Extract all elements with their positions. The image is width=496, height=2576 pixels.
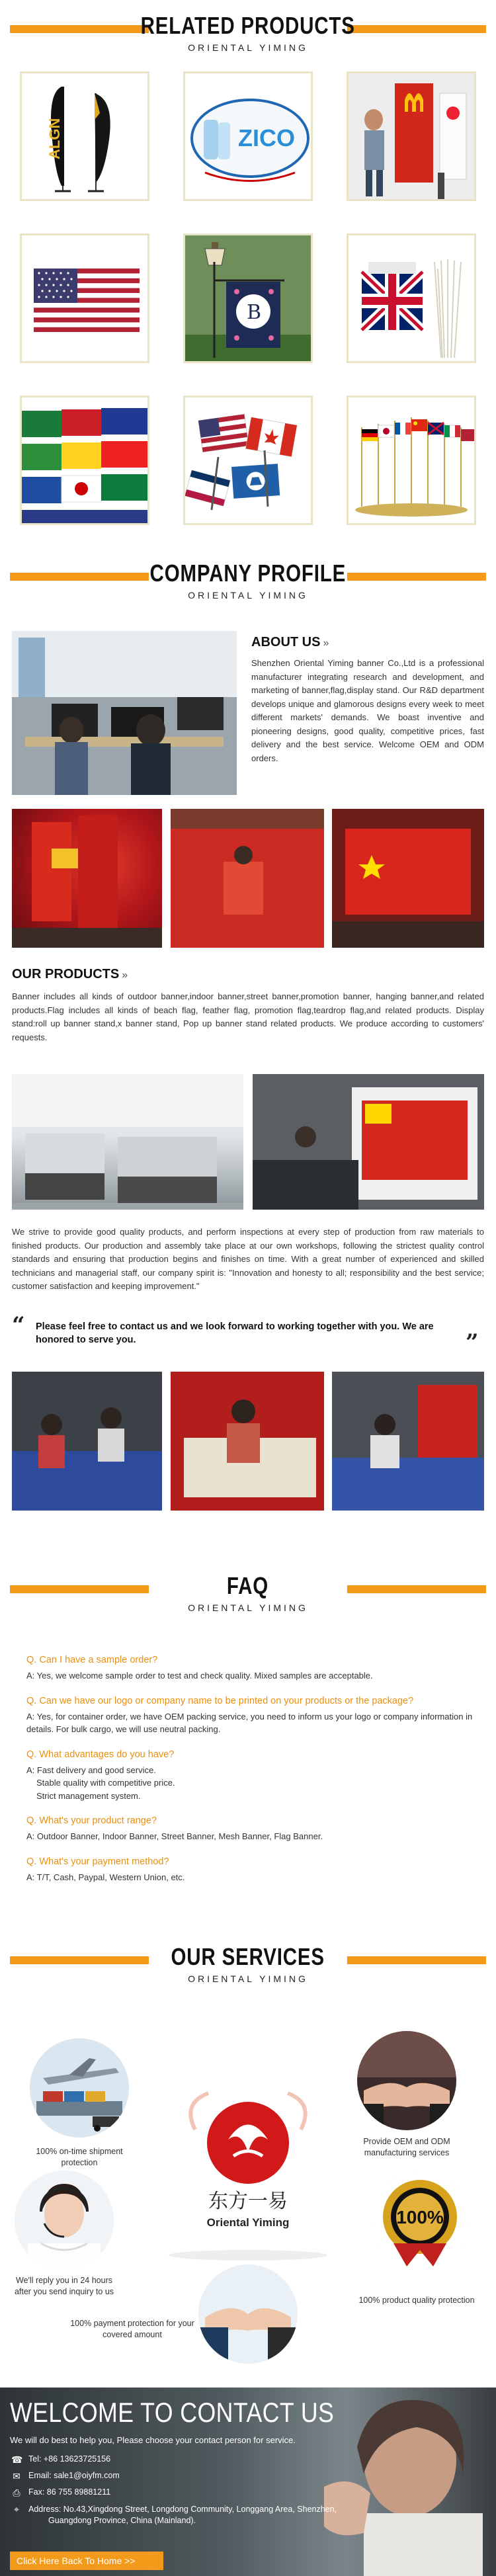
- product-card-desk-flags[interactable]: [347, 395, 476, 525]
- header-bar-right: [347, 573, 486, 581]
- arrow-icon: »: [122, 970, 128, 981]
- section-subtitle: ORIENTAL YIMING: [188, 590, 308, 601]
- section-title: OUR SERVICES: [171, 1943, 325, 1970]
- section-title: FAQ: [227, 1572, 269, 1599]
- faq-question: Q. Can I have a sample order?: [26, 1655, 158, 1665]
- factory-photo-1: [12, 809, 162, 948]
- header-bar-left: [10, 25, 149, 33]
- faq-answer: A: T/T, Cash, Paypal, Western Union, etc.: [26, 1872, 185, 1882]
- faq-question: Q. What advantages do you have?: [26, 1749, 175, 1760]
- section-title: COMPANY PROFILE: [149, 560, 347, 587]
- product-card-mcdonalds-banner[interactable]: [347, 71, 476, 201]
- header-bar-left: [10, 573, 149, 581]
- factory-photo-3: [332, 809, 484, 948]
- faq-answer: A: Outdoor Banner, Indoor Banner, Street Banner, Mesh Banner, Flag Banner.: [26, 1831, 323, 1841]
- fax-icon: ⎙: [13, 2487, 21, 2498]
- product-card-car-flags[interactable]: [183, 395, 313, 525]
- product-card-garden-flag[interactable]: [183, 233, 313, 363]
- section-subtitle: ORIENTAL YIMING: [188, 1974, 308, 1984]
- quality-text: We strive to provide good quality products, and perform inspections at every step of production from raw materials to finished products. Our production and assembly take place at our own workshops, following the strictest quality control standards and ensuring that production begins and finishes on time. With a great number of experienced and skilled technicians and managerial staff, our company spirit is: "Innovation and honesty to all; responsibility and the best service; customer satisfaction and keeping improvement.": [12, 1227, 484, 1291]
- related-products-grid: [20, 71, 476, 495]
- svg-text:ZICO: ZICO: [238, 124, 295, 151]
- workers-photo-1: [12, 1372, 162, 1511]
- roll-up-banner-image: [349, 73, 476, 201]
- workshop-photo-2: [253, 1074, 484, 1210]
- address-value: Address: No.43,Xingdong Street, Longdong Community, Longgang Area, Shenzhen, Guangdong Province, China (Mainland).: [28, 2505, 337, 2525]
- our-products-heading: OUR PRODUCTS »: [12, 967, 128, 981]
- handshake-icon: [357, 2031, 456, 2130]
- desk-flags-image: [349, 397, 476, 525]
- about-us-heading: ABOUT US »: [251, 635, 329, 649]
- faq-question: Q. What's your payment method?: [26, 1856, 169, 1867]
- faq-list: [26, 1655, 476, 1884]
- contact-email-row: [11, 2471, 120, 2482]
- product-card-hand-flags[interactable]: [347, 233, 476, 363]
- header-bar-right: [347, 1585, 486, 1593]
- popup-banner-image: [185, 73, 313, 201]
- about-us-text: Shenzhen Oriental Yiming banner Co.,Ltd is a professional manufacturer integrating research and development, and marketing of banner,flag,display stand. Our R&D department develops unique and glamorous designs every week to meet different markets' demands. We boast inventive and pioneering designs, good quality, competitive prices, fast delivery and the best service. Welcome OEM and ODM orders.: [251, 658, 484, 763]
- customer-service-icon: [15, 2171, 114, 2270]
- contact-fax-row: [11, 2487, 110, 2499]
- faq-item: [26, 1856, 476, 1884]
- back-to-home-button[interactable]: Click Here Back To Home >>: [10, 2552, 163, 2570]
- quote-close-icon: ”: [466, 1329, 479, 1356]
- company-profile-header: [0, 560, 496, 601]
- car-flags-image: [185, 397, 313, 525]
- header-bar-left: [10, 1956, 149, 1964]
- feather-flag-image: [22, 73, 149, 201]
- workers-photo-3: [332, 1372, 484, 1511]
- workers-photo-2: [171, 1372, 324, 1511]
- product-card-usa-flag[interactable]: [20, 233, 149, 363]
- section-subtitle: ORIENTAL YIMING: [188, 42, 308, 53]
- location-pin-icon: ⌖: [14, 2504, 19, 2514]
- svg-text:Oriental Yiming: Oriental Yiming: [206, 2216, 290, 2229]
- usa-flag-image: [22, 235, 149, 363]
- faq-item: [26, 1749, 476, 1803]
- svg-text:东方一易: 东方一易: [208, 2190, 288, 2213]
- service-label-quality: 100% product quality protection: [358, 2296, 475, 2305]
- service-label-payment: 100% payment protection for your covered amount: [70, 2319, 194, 2339]
- svg-text:ALGN: ALGN: [46, 118, 63, 159]
- section-title: RELATED PRODUCTS: [140, 12, 356, 39]
- faq-item: [26, 1815, 476, 1843]
- string-flags-image: [22, 397, 149, 525]
- tel-link[interactable]: Tel: +86 13623725156: [28, 2454, 111, 2464]
- product-card-feather-flag[interactable]: [20, 71, 149, 201]
- header-bar-right: [347, 25, 486, 33]
- payment-handshake-icon: [198, 2264, 298, 2364]
- service-label-oem: Provide OEM and ODM manufacturing services: [363, 2137, 450, 2157]
- workshop-photo-1: [12, 1074, 243, 1210]
- header-bar-right: [347, 1956, 486, 1964]
- faq-question: Q. What's your product range?: [26, 1815, 157, 1826]
- product-card-string-flags[interactable]: [20, 395, 149, 525]
- related-products-header: [0, 12, 496, 53]
- faq-item: [26, 1696, 476, 1736]
- section-subtitle: ORIENTAL YIMING: [188, 1602, 308, 1613]
- arrow-icon: »: [323, 638, 329, 649]
- contact-section: [0, 2388, 496, 2576]
- email-icon: ✉: [13, 2471, 21, 2481]
- services-header: [0, 1943, 496, 1984]
- faq-answer: A: Fast delivery and good service. Stable quality with competitive price. Strict management system.: [26, 1765, 175, 1801]
- faq-header: [0, 1572, 496, 1613]
- fax-value: Fax: 86 755 89881211: [28, 2487, 111, 2497]
- contact-address-row: [11, 2504, 337, 2526]
- service-label-reply: We'll reply you in 24 hours after you send inquiry to us: [14, 2276, 114, 2296]
- quote-open-icon: “: [12, 1312, 25, 1339]
- service-label-shipment: 100% on-time shipment protection: [36, 2147, 123, 2167]
- factory-photo-2: [171, 809, 324, 948]
- contact-lead: We will do best to help you, Please choose your contact person for service.: [10, 2435, 296, 2445]
- faq-answer: A: Yes, we welcome sample order to test and check quality. Mixed samples are acceptable.: [26, 1671, 373, 1681]
- contact-quote: Please feel free to contact us and we look forward to working together with you. We are honored to serve you.: [36, 1321, 434, 1345]
- contact-tel-row: [11, 2454, 110, 2466]
- phone-icon: ☎: [11, 2454, 23, 2465]
- faq-item: [26, 1655, 476, 1683]
- faq-question: Q. Can we have our logo or company name to be printed on your products or the package?: [26, 1695, 414, 1706]
- product-card-popup-banner[interactable]: [183, 71, 313, 201]
- shipment-icon: [30, 2038, 129, 2138]
- company-logo: [155, 2090, 341, 2262]
- hand-flags-image: [349, 235, 476, 363]
- faq-answer: A: Yes, for container order, we have OEM packing service, you need to inform us your logo or company information in details. For bulk cargo, we will use neutral packing.: [26, 1711, 473, 1734]
- office-photo: [12, 631, 237, 795]
- quality-badge-icon: [370, 2171, 470, 2270]
- svg-text:100%: 100%: [396, 2207, 444, 2227]
- svg-text:B: B: [247, 301, 262, 324]
- garden-flag-image: [185, 235, 313, 363]
- header-bar-left: [10, 1585, 149, 1593]
- email-link[interactable]: Email: sale1@oiyfm.com: [28, 2471, 120, 2480]
- our-products-text: Banner includes all kinds of outdoor banner,indoor banner,street banner,promotion banner, hanging banner,and related products.Flag includes all kinds of beach flag, feather flag, promotion flag,teardrop flag,and related products. Display stand:roll up banner stand,x banner stand, Pop up banner stand related products. We produce according to customers' requests.: [12, 991, 484, 1042]
- contact-title: WELCOME TO CONTACT US: [10, 2397, 335, 2428]
